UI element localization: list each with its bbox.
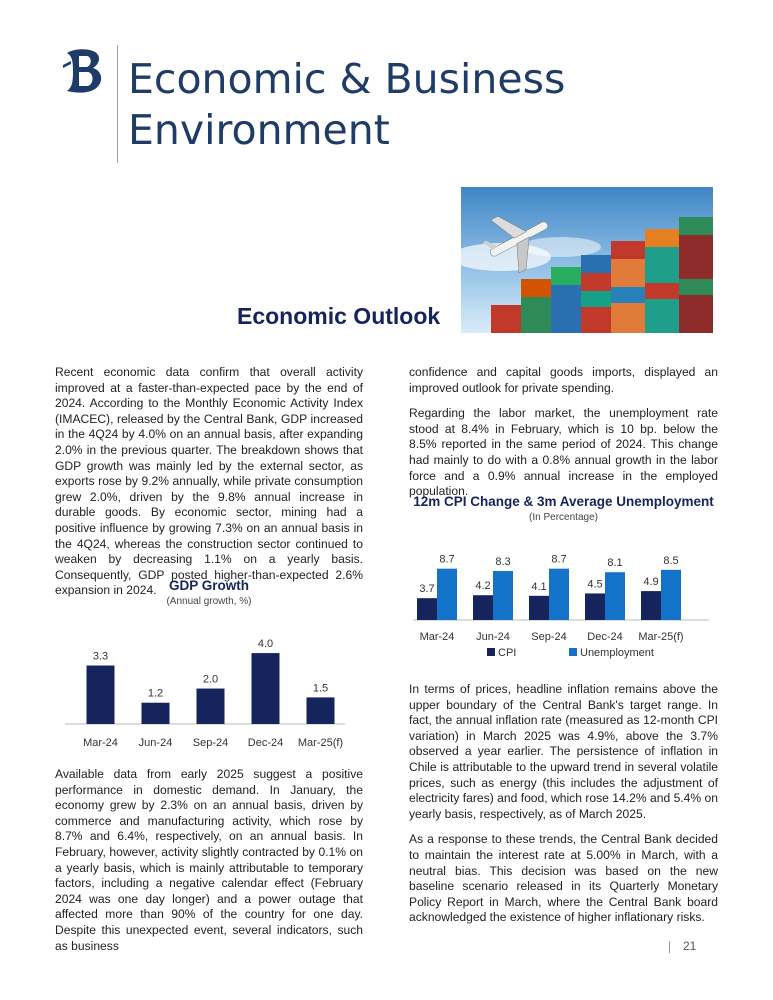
unemployment-bar bbox=[549, 569, 569, 620]
unemployment-value-label: 8.5 bbox=[663, 554, 679, 567]
unemployment-bar bbox=[493, 571, 513, 620]
page-title-line1: Economic & Business bbox=[128, 55, 566, 103]
cpi-category-label: Jun-24 bbox=[476, 631, 510, 643]
gdp-bar bbox=[307, 697, 335, 724]
gdp-category-label: Mar-24 bbox=[83, 737, 118, 749]
gdp-chart bbox=[55, 632, 363, 754]
gdp-category-label: Jun-24 bbox=[138, 737, 173, 749]
page-title-line2: Environment bbox=[128, 106, 390, 154]
unemployment-bar bbox=[605, 572, 625, 620]
page-title bbox=[128, 54, 565, 156]
gdp-value-label: 1.5 bbox=[312, 682, 329, 695]
cpi-category-label: Mar-25(f) bbox=[638, 631, 684, 643]
cpi-category-label: Dec-24 bbox=[587, 631, 623, 643]
gdp-category-label: Mar-25(f) bbox=[297, 737, 344, 749]
gdp-category-label: Sep-24 bbox=[192, 737, 229, 749]
unemployment-bar bbox=[661, 570, 681, 620]
cpi-value-label: 3.7 bbox=[419, 583, 435, 596]
header-divider bbox=[117, 45, 118, 163]
cpi-bar bbox=[473, 595, 493, 620]
paragraph-labor: Regarding the labor market, the unemployment rate stood at 8.4% in February, which is 10 bp. below the 8.5% reported in the same period of 2024. This change had mainly to do with a 0.8% annual growth in the labor force and a 0.9% annual increase in the employed population. bbox=[409, 406, 718, 499]
cpi-bar bbox=[529, 596, 549, 620]
legend-cpi-label: CPI bbox=[498, 647, 517, 659]
gdp-value-label: 2.0 bbox=[202, 673, 219, 686]
cpi-bar bbox=[417, 598, 437, 620]
paragraph-confidence: confidence and capital goods imports, displayed an improved outlook for private spending. bbox=[409, 365, 718, 395]
gdp-bar bbox=[252, 653, 280, 724]
gdp-bar bbox=[87, 666, 115, 725]
legend-unemployment-swatch bbox=[569, 648, 577, 656]
paragraph-interest-rate: As a response to these trends, the Central Bank decided to maintain the interest rate at 5.00% in March, with a neutral bias. This decision was based on the new baseline scenario released in its Quarterly Monetary Policy Report in March, where the Central Bank board acknowledged the existence of higher inflationary risks. bbox=[409, 832, 718, 925]
cpi-category-label: Mar-24 bbox=[419, 631, 455, 643]
gdp-category-label: Dec-24 bbox=[247, 737, 284, 749]
unemployment-bar bbox=[437, 569, 457, 620]
page-number: 21 bbox=[683, 939, 697, 953]
cpi-value-label: 4.2 bbox=[475, 580, 491, 593]
company-logo bbox=[63, 47, 105, 95]
paragraph-gdp: Recent economic data confirm that overall activity improved at a faster-than-expected pace by the end of 2024. According to the Monthly Economic Activity Index (IMACEC), released by the Central Bank, GDP increased in the 4Q24 by 4.0% on an annual basis, after expanding 2.0% in the previous quarter. The breakdown shows that GDP growth was mainly led by the external sector, as exports rose by 9.2% annually, while private consumption grew 2.0%, driven by the 9.8% annual increase in durable goods. By economic sector, mining had a positive influence by growing 7.3% on an annual basis in the 4Q24, whereas the construction sector continued to weaken by decreasing 1.1% on a yearly basis. Consequently, GDP posted higher-than-expected 2.6% expansion in 2024. bbox=[55, 365, 363, 598]
unemployment-value-label: 8.1 bbox=[607, 557, 623, 570]
gdp-bar bbox=[197, 689, 225, 724]
gdp-value-label: 4.0 bbox=[257, 638, 274, 651]
gdp-bar bbox=[142, 703, 170, 724]
cpi-bar bbox=[585, 593, 605, 620]
gdp-chart-subtitle: (Annual growth, %) bbox=[166, 596, 252, 607]
right-column-top bbox=[409, 365, 718, 510]
cpi-value-label: 4.5 bbox=[587, 578, 603, 591]
cpi-bar bbox=[641, 591, 661, 620]
paragraph-prices: In terms of prices, headline inflation remains above the upper boundary of the Central Bank's target range. In fact, the annual inflation rate (measured as 12-month CPI variation) in March 2025 was 4.9%, above the 3.7% observed a year earlier. The persistence of inflation in Chile is attributable to the upward trend in several volatile prices, such as energy (this includes the adjustment of electricity fares) and food, which rose 14.2% and 5.4% on yearly basis, respectively, as of March 2025. bbox=[409, 682, 718, 821]
legend-cpi-swatch bbox=[487, 648, 495, 656]
unemployment-value-label: 8.3 bbox=[495, 556, 511, 569]
page-number-divider bbox=[669, 941, 670, 953]
paragraph-early-2025: Available data from early 2025 suggest a positive performance in domestic demand. In January, the economy grew by 2.3% on an annual basis, driven by commerce and manufacturing activity, which rose by 8.7% and 6.4%, respectively, on an annual basis. In February, however, activity slightly contracted by 0.1% on a yearly basis, which is mainly attributable to temporary factors, including a negative calendar effect (February 2024 was one day longer) and a power outage that affected more than 90% of the country for one day. Despite this unexpected event, several indicators, such as business bbox=[55, 767, 363, 953]
cpi-chart-subtitle: (In Percentage) bbox=[529, 512, 598, 523]
cpi-value-label: 4.9 bbox=[643, 576, 659, 589]
section-title: Economic Outlook bbox=[237, 303, 441, 329]
unemployment-value-label: 8.7 bbox=[551, 553, 567, 566]
gdp-value-label: 1.2 bbox=[147, 687, 164, 700]
gdp-value-label: 3.3 bbox=[92, 650, 109, 663]
cpi-chart-title: 12m CPI Change & 3m Average Unemployment bbox=[413, 494, 714, 509]
unemployment-value-label: 8.7 bbox=[439, 553, 455, 566]
cpi-chart bbox=[409, 548, 718, 668]
cpi-value-label: 4.1 bbox=[531, 580, 547, 593]
right-column-bottom bbox=[409, 682, 718, 936]
airplane-containers-photo bbox=[461, 187, 713, 333]
legend-unemployment-label: Unemployment bbox=[580, 647, 654, 659]
gdp-chart-title: GDP Growth bbox=[168, 578, 249, 593]
cpi-category-label: Sep-24 bbox=[531, 631, 567, 643]
